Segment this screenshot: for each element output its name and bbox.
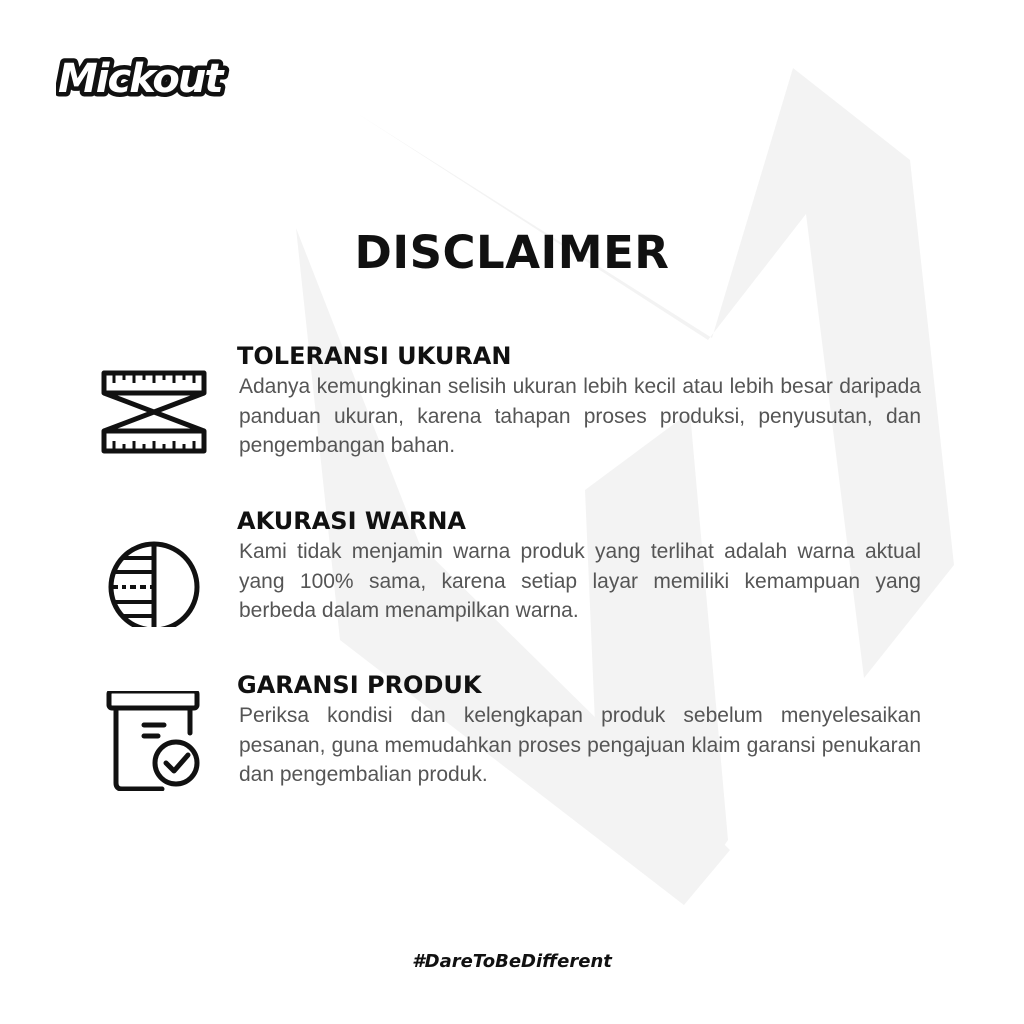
section-body: Periksa kondisi dan kelengkapan produk sebelum menyelesaikan pesanan, guna memudahkan proses pengajuan klaim garansi penukaran dan pengembalian produk. (239, 704, 921, 786)
color-contrast-icon (100, 527, 208, 627)
section-body: Adanya kemungkinan selisih ukuran lebih kecil atau lebih besar daripada panduan ukuran, karena tahapan proses produksi, penyusutan, dan pengembangan bahan. (239, 375, 921, 457)
section-heading: AKURASI WARNA (237, 507, 466, 535)
section-heading: TOLERANSI UKURAN (237, 342, 512, 370)
section-size-tolerance (0, 342, 1024, 472)
mickout-logo (56, 52, 256, 102)
box-check-icon (100, 691, 208, 791)
measuring-tape-icon (100, 362, 208, 462)
section-color-accuracy (0, 507, 1024, 637)
section-heading: GARANSI PRODUK (237, 671, 482, 699)
section-body: Kami tidak menjamin warna produk yang terlihat adalah warna aktual yang 100% sama, karena setiap layar memiliki kemampuan yang berbeda dalam menampilkan warna. (239, 540, 921, 622)
tagline: #DareToBeDifferent (412, 951, 612, 972)
page-title: DISCLAIMER (354, 226, 670, 279)
section-product-warranty (0, 671, 1024, 801)
svg-text:Mickout: Mickout (58, 56, 222, 102)
